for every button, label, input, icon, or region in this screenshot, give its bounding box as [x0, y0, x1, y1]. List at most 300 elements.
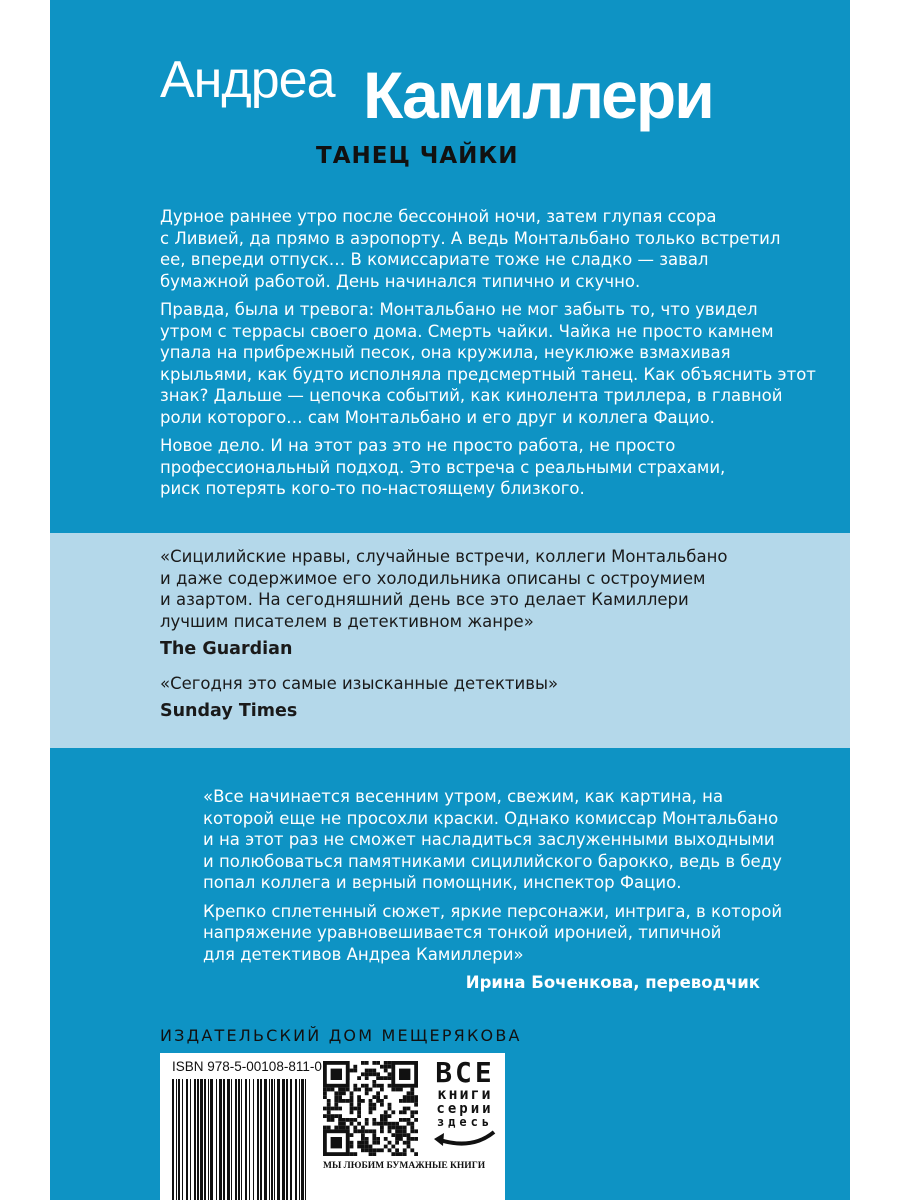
- qr-code-icon[interactable]: [323, 1061, 418, 1156]
- qr-module: [414, 1137, 418, 1141]
- barcode-bar: [257, 1079, 259, 1200]
- qr-module: [346, 1118, 350, 1122]
- qr-module: [372, 1095, 376, 1099]
- qr-module: [369, 1152, 373, 1156]
- barcode-bar: [241, 1079, 242, 1200]
- text-line: Дурное раннее утро после бессонной ночи, затем глупая ссора: [160, 207, 717, 226]
- qr-module: [365, 1122, 369, 1126]
- qr-module: [403, 1107, 407, 1111]
- qr-module: [380, 1126, 384, 1130]
- text-line: для детективов Андреа Камиллери»: [203, 944, 524, 964]
- qr-module: [365, 1141, 369, 1145]
- qr-module: [331, 1069, 342, 1080]
- qr-module: [365, 1148, 369, 1152]
- qr-module: [380, 1148, 384, 1152]
- qr-module: [323, 1091, 327, 1095]
- qr-module: [338, 1118, 342, 1122]
- qr-module: [350, 1118, 354, 1122]
- qr-module: [380, 1076, 384, 1080]
- qr-module: [331, 1118, 335, 1122]
- qr-module: [327, 1103, 331, 1107]
- barcode-bar: [260, 1079, 262, 1200]
- qr-module: [350, 1152, 354, 1156]
- qr-module: [407, 1107, 411, 1111]
- text-line: которой еще не просохли краски. Однако комиссар Монтальбано: [203, 808, 779, 828]
- qr-module: [361, 1141, 365, 1145]
- promo-line: ВСЕ: [435, 1056, 495, 1089]
- barcode-bar: [231, 1079, 232, 1200]
- qr-module: [353, 1152, 357, 1156]
- qr-module: [350, 1099, 354, 1103]
- qr-module: [407, 1145, 411, 1149]
- text-line: и даже содержимое его холодильника описаны с остроумием: [160, 568, 706, 588]
- qr-module: [410, 1088, 414, 1092]
- qr-module: [331, 1088, 335, 1092]
- qr-module: [395, 1141, 399, 1145]
- qr-module: [350, 1103, 354, 1107]
- qr-module: [410, 1095, 414, 1099]
- qr-module: [410, 1122, 414, 1126]
- qr-module: [395, 1126, 399, 1130]
- qr-module: [384, 1061, 388, 1065]
- qr-module: [414, 1095, 418, 1099]
- qr-module: [407, 1141, 411, 1145]
- qr-module: [369, 1099, 373, 1103]
- qr-module: [350, 1122, 354, 1126]
- text-line: «Сицилийские нравы, случайные встречи, коллеги Монтальбано: [160, 547, 728, 566]
- qr-module: [407, 1099, 411, 1103]
- qr-module: [414, 1110, 418, 1114]
- qr-module: [414, 1103, 418, 1107]
- text-line: Правда, была и тревога: Монтальбано не мог забыть то, что увидел: [160, 300, 758, 319]
- qr-module: [365, 1061, 369, 1065]
- qr-module: [323, 1088, 327, 1092]
- qr-module: [403, 1110, 407, 1114]
- qr-module: [346, 1099, 350, 1103]
- qr-module: [342, 1126, 346, 1130]
- text-line: лучшим писателем в детективном жанре»: [160, 611, 534, 631]
- annotation: [160, 206, 816, 507]
- qr-module: [361, 1148, 365, 1152]
- barcode-bar: [176, 1079, 177, 1200]
- qr-module: [380, 1084, 384, 1088]
- qr-module: [361, 1137, 365, 1141]
- qr-module: [403, 1133, 407, 1137]
- qr-module: [361, 1061, 365, 1065]
- promo-line: книги: [437, 1085, 493, 1103]
- text-line: профессиональный подход. Это встреча с реальными страхами,: [160, 457, 726, 477]
- qr-module: [376, 1148, 380, 1152]
- text-line: упала на прибрежный песок, она кружила, неуклюже взмахивая: [160, 343, 731, 362]
- qr-module: [365, 1076, 369, 1080]
- qr-module: [346, 1126, 350, 1130]
- barcode-bar: [286, 1079, 288, 1200]
- text-line: с Ливией, да прямо в аэропорту. А ведь Монтальбано только встретил: [160, 228, 781, 248]
- qr-module: [395, 1133, 399, 1137]
- isbn: ISBN 978-5-00108-811-0: [172, 1059, 322, 1074]
- qr-module: [388, 1141, 392, 1145]
- text-line: «Сегодня это самые изысканные детективы»: [160, 673, 559, 693]
- barcode-bar: [197, 1079, 199, 1200]
- qr-module: [395, 1129, 399, 1133]
- qr-module: [365, 1091, 369, 1095]
- qr-module: [403, 1126, 407, 1130]
- text-line: Новое дело. И на этот раз это не просто работа, не просто: [160, 436, 676, 455]
- qr-module: [331, 1107, 335, 1111]
- qr-module: [323, 1114, 327, 1118]
- qr-module: [331, 1114, 335, 1118]
- barcode-bar: [223, 1079, 225, 1200]
- qr-module: [391, 1126, 395, 1130]
- qr-module: [369, 1129, 373, 1133]
- qr-module: [388, 1065, 392, 1069]
- qr-module: [388, 1103, 392, 1107]
- review-quote: [160, 673, 727, 695]
- qr-module: [372, 1129, 376, 1133]
- barcode-bar: [249, 1079, 250, 1200]
- qr-module: [353, 1069, 357, 1073]
- qr-module: [391, 1088, 395, 1092]
- book-title: ТАНЕЦ ЧАЙКИ: [316, 143, 519, 169]
- text-line: утром с террасы своего дома. Смерть чайки. Чайка не просто камнем: [160, 321, 774, 341]
- barcode-bar: [295, 1079, 297, 1200]
- text-line: Крепко сплетенный сюжет, яркие персонажи, интрига, в которой: [203, 901, 783, 921]
- qr-module: [357, 1103, 361, 1107]
- qr-module: [350, 1095, 354, 1099]
- qr-module: [410, 1091, 414, 1095]
- qr-module: [410, 1137, 414, 1141]
- qr-module: [334, 1107, 338, 1111]
- qr-module: [361, 1145, 365, 1149]
- qr-module: [357, 1107, 361, 1111]
- text-line: бумажной работой. День начинался типично и скучно.: [160, 271, 641, 291]
- barcode-bar: [277, 1079, 280, 1200]
- qr-module: [372, 1133, 376, 1137]
- qr-module: [391, 1133, 395, 1137]
- text-line: крыльями, как будто исполняла предсмертный танец. Как объяснить этот: [160, 364, 816, 384]
- qr-module: [342, 1122, 346, 1126]
- qr-module: [399, 1152, 403, 1156]
- text-line: и на этот раз не сможет насладиться заслуженными выходными: [203, 830, 775, 849]
- qr-module: [376, 1099, 380, 1103]
- qr-module: [403, 1095, 407, 1099]
- qr-module: [380, 1118, 384, 1122]
- barcode-bar: [186, 1079, 188, 1200]
- paragraph: [160, 206, 816, 292]
- isbn-box: [160, 1053, 505, 1200]
- qr-module: [323, 1107, 327, 1111]
- text-line: напряжение уравновешивается тонкой иронией, типичной: [203, 923, 722, 942]
- qr-module: [399, 1129, 403, 1133]
- qr-module: [357, 1122, 361, 1126]
- qr-module: [372, 1122, 376, 1126]
- barcode-bar: [190, 1079, 191, 1200]
- qr-module: [350, 1107, 354, 1111]
- barcode-bar: [182, 1079, 183, 1200]
- qr-module: [414, 1118, 418, 1122]
- qr-module: [395, 1137, 399, 1141]
- qr-module: [399, 1133, 403, 1137]
- qr-module: [376, 1072, 380, 1076]
- qr-module: [414, 1152, 418, 1156]
- qr-module: [372, 1080, 376, 1084]
- qr-module: [376, 1122, 380, 1126]
- qr-module: [353, 1126, 357, 1130]
- qr-module: [388, 1084, 392, 1088]
- qr-module: [399, 1088, 403, 1092]
- qr-module: [334, 1114, 338, 1118]
- qr-module: [357, 1110, 361, 1114]
- text-line: и полюбоваться памятниками сицилийского барокко, ведь в беду: [203, 851, 782, 871]
- qr-module: [388, 1114, 392, 1118]
- qr-module: [388, 1126, 392, 1130]
- qr-module: [372, 1137, 376, 1141]
- qr-module: [338, 1091, 342, 1095]
- qr-module: [384, 1095, 388, 1099]
- qr-module: [388, 1129, 392, 1133]
- qr-module: [353, 1129, 357, 1133]
- qr-module: [357, 1129, 361, 1133]
- qr-module: [410, 1129, 414, 1133]
- qr-module: [391, 1152, 395, 1156]
- qr-module: [353, 1088, 357, 1092]
- qr-module: [384, 1065, 388, 1069]
- qr-module: [365, 1088, 369, 1092]
- qr-module: [353, 1065, 357, 1069]
- barcode-bar: [204, 1079, 206, 1200]
- qr-module: [327, 1114, 331, 1118]
- qr-module: [327, 1118, 331, 1122]
- qr-module: [357, 1095, 361, 1099]
- qr-module: [410, 1114, 414, 1118]
- qr-module: [350, 1110, 354, 1114]
- qr-module: [376, 1137, 380, 1141]
- qr-module: [350, 1091, 354, 1095]
- barcode-bar: [271, 1079, 273, 1200]
- barcode-bar: [274, 1079, 275, 1200]
- review-source: The Guardian: [160, 639, 293, 659]
- qr-module: [361, 1129, 365, 1133]
- qr-module: [388, 1148, 392, 1152]
- qr-module: [380, 1088, 384, 1092]
- qr-module: [369, 1069, 373, 1073]
- text-line: знак? Дальше — цепочка событий, как кинолента триллера, в главной: [160, 386, 783, 405]
- text-line: ее, впереди отпуск… В комиссариате тоже не сладко — завал: [160, 250, 709, 269]
- qr-module: [372, 1152, 376, 1156]
- promo-line: серии: [436, 1101, 494, 1117]
- qr-module: [395, 1148, 399, 1152]
- qr-module: [407, 1095, 411, 1099]
- qr-module: [414, 1129, 418, 1133]
- qr-module: [369, 1103, 373, 1107]
- review-quote: [160, 546, 727, 632]
- qr-module: [342, 1099, 346, 1103]
- qr-module: [410, 1148, 414, 1152]
- qr-module: [357, 1088, 361, 1092]
- qr-module: [372, 1103, 376, 1107]
- qr-module: [399, 1137, 403, 1141]
- qr-module: [365, 1084, 369, 1088]
- qr-module: [376, 1141, 380, 1145]
- qr-module: [369, 1145, 373, 1149]
- qr-module: [331, 1137, 342, 1148]
- qr-module: [350, 1145, 354, 1149]
- quote-author: Ирина Боченкова, переводчик: [465, 973, 760, 992]
- qr-module: [372, 1061, 376, 1065]
- qr-module: [388, 1107, 392, 1111]
- qr-module: [357, 1141, 361, 1145]
- qr-module: [369, 1148, 373, 1152]
- qr-module: [338, 1095, 342, 1099]
- qr-module: [384, 1122, 388, 1126]
- barcode-bar: [210, 1079, 213, 1200]
- barcode-bar: [235, 1079, 237, 1200]
- qr-module: [414, 1099, 418, 1103]
- qr-module: [327, 1110, 331, 1114]
- qr-module: [369, 1072, 373, 1076]
- qr-module: [369, 1107, 373, 1111]
- qr-module: [376, 1076, 380, 1080]
- qr-module: [376, 1084, 380, 1088]
- qr-module: [338, 1107, 342, 1111]
- qr-module: [384, 1110, 388, 1114]
- qr-module: [395, 1088, 399, 1092]
- qr-module: [388, 1072, 392, 1076]
- qr-module: [384, 1137, 388, 1141]
- qr-module: [350, 1133, 354, 1137]
- qr-module: [369, 1110, 373, 1114]
- qr-module: [407, 1137, 411, 1141]
- qr-module: [380, 1122, 384, 1126]
- qr-module: [391, 1110, 395, 1114]
- promo-line: здесь: [436, 1115, 494, 1129]
- qr-module: [361, 1072, 365, 1076]
- qr-module: [334, 1103, 338, 1107]
- qr-module: [353, 1118, 357, 1122]
- qr-module: [376, 1095, 380, 1099]
- qr-module: [407, 1118, 411, 1122]
- qr-module: [365, 1118, 369, 1122]
- qr-module: [399, 1110, 403, 1114]
- barcode-bar: [238, 1079, 240, 1200]
- qr-module: [372, 1107, 376, 1111]
- barcode-bar: [305, 1079, 306, 1200]
- slogan: МЫ ЛЮБИМ БУМАЖНЫЕ КНИГИ: [323, 1161, 486, 1171]
- qr-module: [384, 1069, 388, 1073]
- qr-module: [388, 1076, 392, 1080]
- barcode-bar: [216, 1079, 217, 1200]
- arrow-left-icon: [432, 1128, 498, 1150]
- text-line: риск потерять кого-то по-настоящему близкого.: [160, 479, 585, 498]
- barcode-bar: [172, 1079, 174, 1200]
- qr-module: [327, 1107, 331, 1111]
- qr-module: [407, 1122, 411, 1126]
- qr-module: [327, 1099, 331, 1103]
- qr-module: [365, 1137, 369, 1141]
- qr-module: [407, 1133, 411, 1137]
- qr-module: [353, 1084, 357, 1088]
- back-cover: [50, 0, 850, 1200]
- barcode-bar: [219, 1079, 222, 1200]
- barcode-bar: [269, 1079, 270, 1200]
- review-source: Sunday Times: [160, 701, 298, 721]
- paragraph: [203, 901, 783, 966]
- qr-module: [395, 1122, 399, 1126]
- reviews: [160, 546, 727, 735]
- qr-module: [407, 1091, 411, 1095]
- qr-module: [334, 1126, 338, 1130]
- qr-module: [403, 1099, 407, 1103]
- qr-module: [384, 1076, 388, 1080]
- barcode-bar: [282, 1079, 285, 1200]
- qr-module: [327, 1126, 331, 1130]
- qr-module: [350, 1141, 354, 1145]
- author-first-name: Андреа: [160, 51, 335, 109]
- text-line: роли которого… сам Монтальбано и его друг и коллега Фацио.: [160, 407, 715, 427]
- qr-module: [380, 1103, 384, 1107]
- qr-module: [353, 1107, 357, 1111]
- qr-module: [372, 1148, 376, 1152]
- qr-module: [361, 1084, 365, 1088]
- barcode-bar: [290, 1079, 292, 1200]
- qr-module: [338, 1099, 342, 1103]
- barcode-bar: [178, 1079, 180, 1200]
- qr-module: [323, 1126, 327, 1130]
- qr-module: [365, 1129, 369, 1133]
- qr-module: [327, 1088, 331, 1092]
- qr-module: [334, 1099, 338, 1103]
- barcode-bar: [301, 1079, 304, 1200]
- qr-module: [388, 1061, 392, 1065]
- barcode-bar: [245, 1079, 247, 1200]
- qr-module: [372, 1084, 376, 1088]
- qr-module: [365, 1145, 369, 1149]
- qr-module: [403, 1141, 407, 1145]
- qr-module: [342, 1088, 346, 1092]
- publisher: ИЗДАТЕЛЬСКИЙ ДОМ МЕЩЕРЯКОВА: [160, 1026, 522, 1045]
- barcode-bar: [299, 1079, 300, 1200]
- qr-module: [384, 1114, 388, 1118]
- text-line: попал коллега и верный помощник, инспектор Фацио.: [203, 873, 682, 892]
- qr-module: [403, 1152, 407, 1156]
- qr-module: [372, 1069, 376, 1073]
- qr-module: [357, 1076, 361, 1080]
- qr-module: [357, 1114, 361, 1118]
- qr-module: [399, 1099, 403, 1103]
- qr-module: [338, 1126, 342, 1130]
- qr-module: [403, 1148, 407, 1152]
- qr-module: [410, 1126, 414, 1130]
- paragraph: [160, 435, 816, 500]
- qr-module: [334, 1091, 338, 1095]
- qr-module: [338, 1088, 342, 1092]
- qr-module: [338, 1122, 342, 1126]
- qr-module: [334, 1095, 338, 1099]
- qr-module: [342, 1091, 346, 1095]
- qr-module: [357, 1145, 361, 1149]
- qr-module: [357, 1099, 361, 1103]
- series-promo: [430, 1056, 500, 1153]
- text-line: и азартом. На сегодняшний день все это делает Камиллери: [160, 590, 689, 609]
- barcode-bar: [264, 1079, 267, 1200]
- qr-module: [384, 1145, 388, 1149]
- qr-module: [380, 1129, 384, 1133]
- qr-module: [372, 1141, 376, 1145]
- qr-module: [372, 1118, 376, 1122]
- qr-module: [361, 1099, 365, 1103]
- qr-module: [399, 1126, 403, 1130]
- translator-quote: [203, 786, 783, 994]
